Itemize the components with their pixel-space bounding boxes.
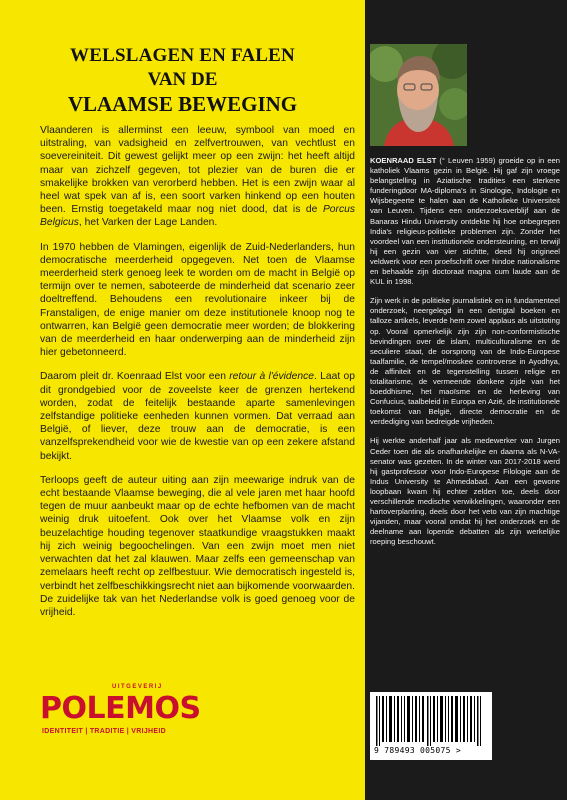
author-bio: [370, 156, 560, 556]
title-line-3: VLAAMSE BEWEGING: [67, 92, 298, 116]
author-bio-paragraph-2: Zijn werk in de politieke journalistiek en in fundamenteel onderzoek, neergelegd in een dertigtal boeken en talloze artikels, leverde hem zowel applaus als uitstoting op. Vooral opmerkelijk zijn zijn non-conformistische bevindingen over de islam, multiculturalisme en de seculiere staat, de oorsprong van de Indo-Europese taalfamilie, de tempel/moskee controverse in Ayodhya, de affiniteit en de tegenstelling tussen religie en totalitarisme, de vermeende donkere zijde van het boeddhisme, het maoïsme en de herleving van Confucius, taalbeleid in Europa en Azië, de institutionele toekomst van België, directe democratie en de verdediging van bedreigde vrijheden.: [370, 296, 560, 427]
blurb-paragraph-2: In 1970 hebben de Vlamingen, eigenlijk de Zuid-Nederlanders, hun democratische meerderheid opgegeven. Net toen de Vlaamse meerderheid sterk genoeg leek te worden om de macht in België op termijn over te nemen, saboteerde de minderheid dat scenario zeer doeltreffend. Behoudens een revolutionaire inkeer bij de Franstaligen, de enige manier om deze institutionele knoop nog te ontwarren, kan België geen democratie meer worden; de blokkering van de meerderheid en haar onderwerping aan de minderheid zijn hier gebetonneerd.: [40, 241, 355, 359]
book-title: [20, 44, 345, 116]
blurb-paragraph-1: Vlaanderen is allerminst een leeuw, symbool van moed en uitstraling, van vadsigheid en zelfvertrouwen, van vechtlust en soevereiniteit. Dit gewest gelijkt meer op een zwijn: het heeft altijd maar van zichzelf gegeven, tot plezier van de buren die er smakelijke brokken van verorberd hebben. Het is een zwijn waar al heel wat spek van af is, een soort varken hinkend op een houten been. Ernstig toegetakeld maar nog niet dood, dat is de Porcus Belgicus, het Varken der Lage Landen.: [40, 125, 355, 229]
isbn-barcode: [370, 692, 492, 760]
barcode-icon: [376, 696, 486, 746]
author-portrait-icon: [370, 44, 467, 146]
blurb-paragraph-3: Daarom pleit dr. Koenraad Elst voor een retour à l'évidence. Laat op dit grondgebied voor de zoveelste keer de grenzen hertekend worden, zodat de feitelijk bestaande aparte samenlevingen zelfstandige politieke eenheden kunnen vormen. Dat verraad aan België, of liever, deze trouw aan de democratie, is een vanzelfsprekendheid voor wie de kwestie van op een zekere afstand bekijkt.: [40, 371, 355, 462]
publisher-name: POLEMOS: [40, 691, 201, 726]
blurb-paragraph-4: Terloops geeft de auteur uiting aan zijn meewarige indruk van de echt bestaande Vlaamse beweging, die al vele jaren met haar hoofd tegen de muur aanbeukt maar op de echte hefbomen van de macht weinig druk uitoefent. Ook over het Vlaamse volk en zijn beuzelachtige houding tegenover staatkundige vraagstukken maakt hij zich weinig begoochelingen. Van een zwijn moet men niet verwachten dat het zal klauwen. Maar zelfs een gemeenschap van zemelaars heeft recht op zelfbestuur. Wie democratisch ingesteld is, verbindt het zelfbeschikkingsrecht niet aan bijkomende voorwaarden. De zuidelijke tak van het Nederlandse volk is goed genoeg voor de vrijheid.: [40, 474, 355, 618]
author-bio-paragraph-1: KOENRAAD ELST (° Leuven 1959) groeide op in een katholiek Vlaams gezin in België. Hij gaf zijn vroege belangstelling in Aziatische tradities een sterkere funderingdoor MA-diploma's in Sinologie, Indologie en Wijsbegeerte te halen aan de Katholieke Universiteit van Leuven. Tijdens een onderzoeksverblijf aan de Banaras Hindu University ontdekte hij hoe onbegrepen India's religieus-politieke problemen zijn. Zonder het voordeel van een institutionele ondersteuning, en terwijl hij een gezin van vier stichtte, deed hij origineel veldwerk voor een proefschrift over hindoe nationalisme en behaalde zijn doctoraat magna cum laude aan de KUL in 1998.: [370, 156, 560, 287]
author-name: KOENRAAD ELST: [370, 156, 437, 165]
title-line-1: WELSLAGEN EN FALEN: [70, 45, 295, 66]
title-line-2: VAN DE: [147, 69, 218, 90]
author-bio-paragraph-3: Hij werkte anderhalf jaar als medewerker van Jurgen Ceder toen die als onafhankelijke en daarna als N-VA-senator was gezeten. In de winter van 2017-2018 werd hij gastprofessor voor Indo-Europese Filologie aan de Indus University te Ahmedabad. Aan een gewone loopbaan kwam hij echter zelden toe, deels door verschillende medische verwikkelingen, waaronder een hartoverplanting, deels door het veto van zijn machtige vijanden, maar vooral omdat hij het onderzoek en de deelname aan lopende debatten als zijn werkelijke roeping beschouwt.: [370, 436, 560, 547]
blurb-text: [40, 124, 355, 630]
publisher-label: UITGEVERIJ: [112, 684, 163, 690]
author-photo: [370, 44, 467, 146]
isbn-number: 9 789493 005075 >: [374, 746, 461, 755]
publisher-logo: [40, 684, 200, 744]
publisher-tagline: IDENTITEIT | TRADITIE | VRIJHEID: [42, 728, 166, 735]
